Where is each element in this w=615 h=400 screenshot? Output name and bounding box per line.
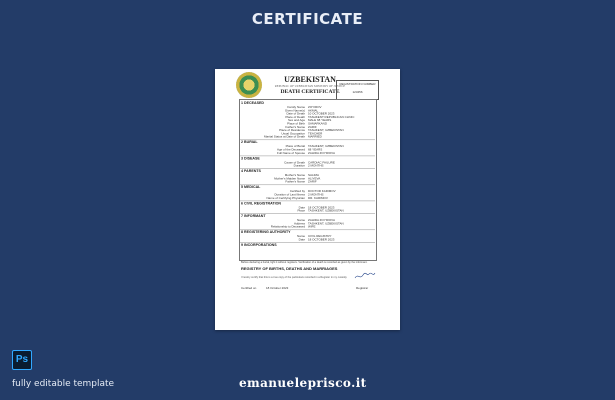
- field-value: DOCTOR KARIMOV: [308, 189, 336, 194]
- footer-certification: I hereby certify that this is a true copy of the particulars recorded in a Register in my custody.: [241, 276, 348, 279]
- field-value: 68 YEARS: [308, 147, 323, 152]
- field-value: ZAHIDA ZOYIROVA: [308, 150, 335, 155]
- field-label: Place: [297, 208, 305, 213]
- field-label: Place of Birth: [287, 121, 305, 126]
- issued-date: 18 October 2023: [266, 286, 289, 290]
- field-value: 2 MONTHS: [308, 163, 324, 168]
- field-label: Place of Death: [285, 114, 305, 119]
- registration-box: [336, 80, 379, 100]
- editable-template-label: fully editable template: [12, 379, 115, 389]
- brand-website: emanueleprisco.it: [239, 376, 367, 390]
- field-value: DR. KARIMOV: [308, 195, 328, 200]
- registrar-signature-icon: [354, 271, 376, 281]
- field-value: ZARIF: [308, 124, 317, 129]
- field-value: CIVIL REGISTRY: [308, 234, 332, 239]
- field-label: Name of Certifying Physician: [266, 195, 305, 200]
- ministry-subheading: REPUBLIC OF UZBEKISTAN MINISTRY OF JUSTICE: [274, 84, 346, 88]
- field-value: TASHKENT, UZBEKISTAN: [308, 144, 344, 149]
- field-value: TASHKENT, UZBEKISTAN: [308, 221, 344, 226]
- field-value: MALE 68 YEARS: [308, 118, 332, 123]
- certificate-fields: [239, 99, 377, 261]
- field-value: ZAHIDA ZOYIROVA: [308, 218, 335, 223]
- section-heading: 2 BURIAL: [241, 140, 258, 145]
- field-value: SALIMA: [308, 173, 320, 178]
- section-heading: 8 REGISTERING AUTHORITY: [241, 230, 291, 235]
- field-label: Address: [293, 221, 305, 226]
- section-heading: 4 PARENTS: [241, 169, 261, 174]
- field-label: Mother's Name: [284, 173, 305, 178]
- registration-value: 123456: [352, 90, 363, 94]
- field-value: 18 OCTOBER 2023: [308, 205, 335, 210]
- field-label: Cause of Death: [284, 160, 305, 165]
- section-heading: 9 INCORPORATIONS: [241, 243, 277, 247]
- field-label: Certified by: [289, 189, 305, 194]
- registrar-label: Registrar: [356, 286, 369, 290]
- field-label: Place of Burial: [285, 144, 305, 149]
- photoshop-icon: Ps: [12, 350, 32, 370]
- field-value: WIFE: [308, 224, 316, 229]
- field-label: Usual Occupation: [281, 131, 305, 136]
- field-value: ZARIF: [308, 179, 317, 184]
- section-heading: 1 DECEASED: [241, 101, 264, 105]
- field-label: Duration: [293, 163, 305, 168]
- section-heading: 7 INFORMANT: [241, 214, 266, 219]
- field-label: Marital Status at Date of Death: [263, 134, 305, 139]
- section-heading: 6 CIVIL REGISTRATION: [241, 201, 282, 206]
- field-label: Sex and Age: [287, 118, 305, 123]
- field-value: 10 OCTOBER 2023: [308, 111, 335, 116]
- registration-label: REGISTRATION NUMBER: [339, 82, 376, 86]
- country-heading: UZBEKISTAN: [284, 75, 336, 84]
- field-label: Age of the Deceased: [276, 147, 305, 152]
- field-label: Father's Name: [285, 124, 305, 129]
- field-value: TASHKENT, UZBEKISTAN: [308, 128, 344, 133]
- section-heading: 5 MEDICAL: [241, 185, 261, 190]
- field-label: Father's Name: [285, 179, 305, 184]
- field-value: ZOYIROV: [308, 105, 322, 109]
- field-label: Name: [296, 218, 305, 223]
- field-label: Given Name(s): [284, 108, 305, 113]
- field-value: SAMARKAND: [308, 121, 328, 126]
- field-label: Relationship to Deceased: [270, 224, 305, 229]
- field-value: 18 OCTOBER 2023: [308, 237, 335, 242]
- section-heading: 3 DISEASE: [241, 156, 260, 161]
- field-label: Duration of Last Illness: [274, 192, 305, 197]
- registry-heading: REGISTRY OF BIRTHS, DEATHS AND MARRIAGES: [241, 266, 338, 271]
- field-value: CARDIAC FAILURE: [308, 160, 335, 165]
- field-label: Full Name of Spouse: [276, 150, 305, 155]
- field-label: Family Name: [287, 105, 305, 109]
- field-label: Name: [296, 234, 305, 239]
- field-value: TASHKENT REPUBLICAN CLINIC: [308, 114, 355, 119]
- field-value: MARRIED: [308, 134, 322, 139]
- field-label: Mother's Maiden Name: [274, 176, 305, 181]
- field-value: ALIYEVA: [308, 176, 321, 181]
- issued-label: Certified on: [241, 286, 257, 290]
- field-value: TASHKENT, UZBEKISTAN: [308, 208, 344, 213]
- field-value: AKMAL: [308, 108, 319, 113]
- field-value: TEACHER: [308, 131, 323, 136]
- footer-note: Before declaring a burial, light it without registers. Verification of a death is recorded as given by the informant.: [241, 261, 368, 264]
- field-label: Date of Death: [286, 111, 305, 116]
- field-value: 2 MONTHS: [308, 192, 324, 197]
- certificate-title: DEATH CERTIFICATE: [280, 89, 340, 95]
- field-label: Date: [298, 237, 305, 242]
- field-label: Date: [298, 205, 305, 210]
- page-title: CERTIFICATE: [251, 10, 364, 28]
- field-label: Place of Residence: [279, 128, 305, 133]
